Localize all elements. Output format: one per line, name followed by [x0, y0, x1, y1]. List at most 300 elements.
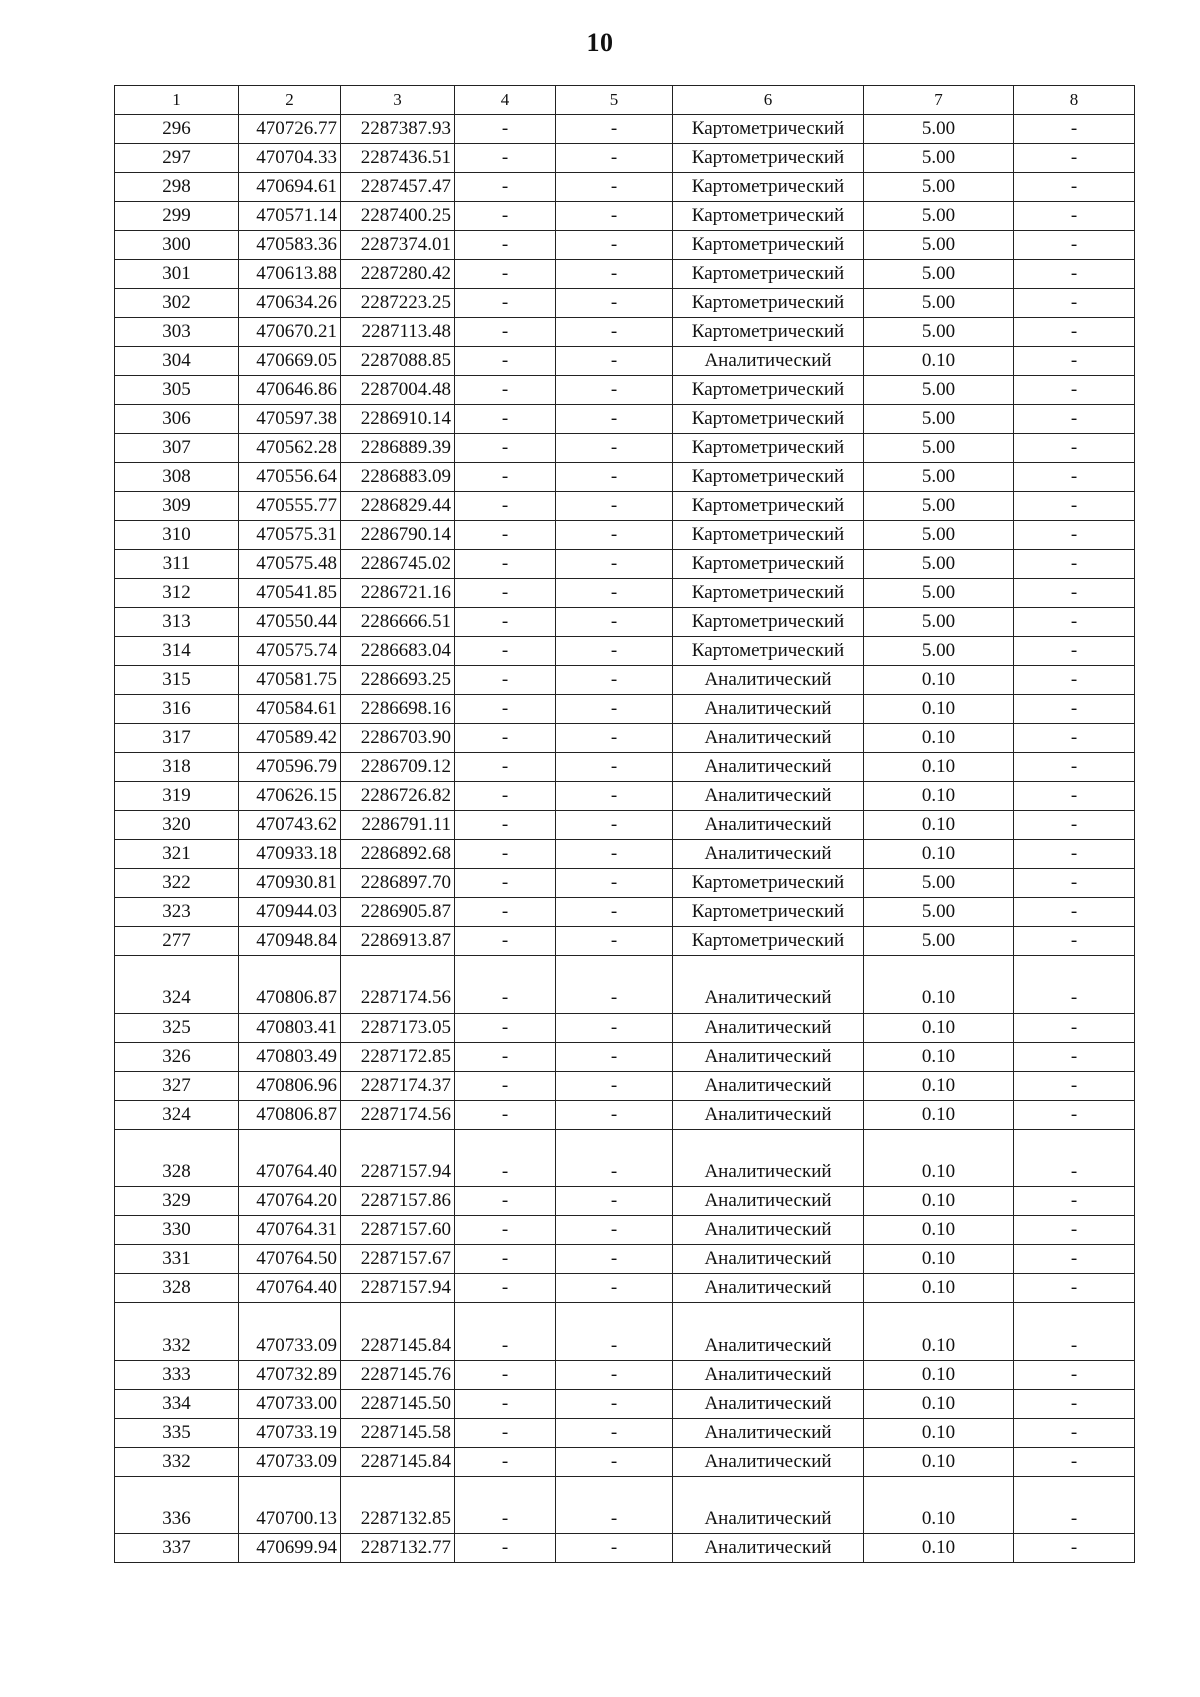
- point-number-cell: 328: [115, 1274, 239, 1303]
- column-8-cell: [1014, 1476, 1135, 1505]
- point-number-cell: [115, 1129, 239, 1158]
- point-number-cell: 323: [115, 898, 239, 927]
- method-cell: Аналитический: [673, 840, 864, 869]
- table-row: [115, 1158, 1135, 1187]
- column-5-cell: -: [556, 550, 673, 579]
- method-cell: Картометрический: [673, 115, 864, 144]
- method-cell: Аналитический: [673, 1534, 864, 1563]
- method-cell: Аналитический: [673, 724, 864, 753]
- column-4-cell: -: [455, 376, 556, 405]
- column-8-cell: -: [1014, 898, 1135, 927]
- column-8-cell: -: [1014, 695, 1135, 724]
- column-8-cell: -: [1014, 1274, 1135, 1303]
- table-row: [115, 608, 1135, 637]
- column-4-cell: -: [455, 1360, 556, 1389]
- y-coordinate-cell: 2287145.84: [341, 1447, 455, 1476]
- column-4-cell: -: [455, 550, 556, 579]
- point-number-cell: 333: [115, 1360, 239, 1389]
- column-5-cell: -: [556, 811, 673, 840]
- point-number-cell: 298: [115, 173, 239, 202]
- method-cell: Картометрический: [673, 318, 864, 347]
- column-8-cell: -: [1014, 869, 1135, 898]
- method-cell: Аналитический: [673, 1042, 864, 1071]
- method-cell: Картометрический: [673, 927, 864, 956]
- column-8-cell: -: [1014, 144, 1135, 173]
- column-4-cell: -: [455, 434, 556, 463]
- point-number-cell: 299: [115, 202, 239, 231]
- y-coordinate-cell: 2287157.60: [341, 1216, 455, 1245]
- y-coordinate-cell: 2287157.86: [341, 1187, 455, 1216]
- column-4-cell: -: [455, 1447, 556, 1476]
- method-cell: Аналитический: [673, 695, 864, 724]
- accuracy-cell: 0.10: [864, 1418, 1014, 1447]
- table-row: [115, 724, 1135, 753]
- point-number-cell: 329: [115, 1187, 239, 1216]
- x-coordinate-cell: 470646.86: [239, 376, 341, 405]
- accuracy-cell: 0.10: [864, 1100, 1014, 1129]
- point-number-cell: 324: [115, 984, 239, 1013]
- column-8-cell: -: [1014, 1216, 1135, 1245]
- column-8-cell: -: [1014, 376, 1135, 405]
- x-coordinate-cell: 470634.26: [239, 289, 341, 318]
- column-4-cell: -: [455, 1071, 556, 1100]
- point-number-cell: 330: [115, 1216, 239, 1245]
- method-cell: Картометрический: [673, 376, 864, 405]
- accuracy-cell: 5.00: [864, 318, 1014, 347]
- y-coordinate-cell: 2287174.56: [341, 984, 455, 1013]
- x-coordinate-cell: [239, 956, 341, 985]
- method-cell: Картометрический: [673, 521, 864, 550]
- y-coordinate-cell: 2287132.85: [341, 1505, 455, 1534]
- column-8-cell: -: [1014, 115, 1135, 144]
- point-number-cell: 335: [115, 1418, 239, 1447]
- x-coordinate-cell: 470700.13: [239, 1505, 341, 1534]
- column-8-cell: -: [1014, 782, 1135, 811]
- accuracy-cell: 5.00: [864, 579, 1014, 608]
- point-number-cell: 332: [115, 1447, 239, 1476]
- column-5-cell: -: [556, 1100, 673, 1129]
- point-number-cell: 303: [115, 318, 239, 347]
- column-8-cell: -: [1014, 1331, 1135, 1360]
- y-coordinate-cell: [341, 1129, 455, 1158]
- column-5-cell: -: [556, 347, 673, 376]
- point-number-cell: 305: [115, 376, 239, 405]
- table-row: [115, 376, 1135, 405]
- table-row: [115, 202, 1135, 231]
- column-5-cell: -: [556, 724, 673, 753]
- method-cell: Картометрический: [673, 869, 864, 898]
- y-coordinate-cell: 2287387.93: [341, 115, 455, 144]
- accuracy-cell: 5.00: [864, 144, 1014, 173]
- x-coordinate-cell: [239, 1303, 341, 1332]
- table-row: [115, 1071, 1135, 1100]
- y-coordinate-cell: 2287223.25: [341, 289, 455, 318]
- column-header: 3: [341, 86, 455, 115]
- table-row: [115, 695, 1135, 724]
- y-coordinate-cell: 2287436.51: [341, 144, 455, 173]
- table-row: [115, 1216, 1135, 1245]
- method-cell: Картометрический: [673, 231, 864, 260]
- x-coordinate-cell: 470541.85: [239, 579, 341, 608]
- accuracy-cell: 0.10: [864, 1245, 1014, 1274]
- column-5-cell: -: [556, 173, 673, 202]
- x-coordinate-cell: 470581.75: [239, 666, 341, 695]
- method-cell: Картометрический: [673, 202, 864, 231]
- column-5-cell: -: [556, 898, 673, 927]
- table-row: [115, 115, 1135, 144]
- x-coordinate-cell: 470806.96: [239, 1071, 341, 1100]
- column-4-cell: -: [455, 1158, 556, 1187]
- accuracy-cell: 0.10: [864, 1389, 1014, 1418]
- column-4-cell: -: [455, 898, 556, 927]
- column-5-cell: -: [556, 115, 673, 144]
- method-cell: Аналитический: [673, 1418, 864, 1447]
- table-row: [115, 1042, 1135, 1071]
- column-5-cell: -: [556, 608, 673, 637]
- column-8-cell: -: [1014, 231, 1135, 260]
- x-coordinate-cell: 470764.40: [239, 1158, 341, 1187]
- x-coordinate-cell: 470626.15: [239, 782, 341, 811]
- column-5-cell: -: [556, 1534, 673, 1563]
- accuracy-cell: 0.10: [864, 347, 1014, 376]
- column-5-cell: -: [556, 492, 673, 521]
- column-8-cell: -: [1014, 1360, 1135, 1389]
- column-8-cell: -: [1014, 1418, 1135, 1447]
- column-5-cell: -: [556, 260, 673, 289]
- table-row: [115, 782, 1135, 811]
- method-cell: Картометрический: [673, 289, 864, 318]
- column-4-cell: -: [455, 869, 556, 898]
- accuracy-cell: 0.10: [864, 1071, 1014, 1100]
- x-coordinate-cell: 470694.61: [239, 173, 341, 202]
- accuracy-cell: 0.10: [864, 1274, 1014, 1303]
- table-row: [115, 173, 1135, 202]
- x-coordinate-cell: 470583.36: [239, 231, 341, 260]
- accuracy-cell: 0.10: [864, 1013, 1014, 1042]
- table-row: [115, 1187, 1135, 1216]
- column-5-cell: -: [556, 579, 673, 608]
- point-number-cell: 309: [115, 492, 239, 521]
- point-number-cell: 336: [115, 1505, 239, 1534]
- table-row: [115, 434, 1135, 463]
- method-cell: Картометрический: [673, 144, 864, 173]
- accuracy-cell: 0.10: [864, 666, 1014, 695]
- table-separator-row: [115, 1476, 1135, 1505]
- column-5-cell: -: [556, 1360, 673, 1389]
- y-coordinate-cell: 2286905.87: [341, 898, 455, 927]
- y-coordinate-cell: 2286829.44: [341, 492, 455, 521]
- table-row: [115, 492, 1135, 521]
- x-coordinate-cell: 470613.88: [239, 260, 341, 289]
- column-5-cell: -: [556, 376, 673, 405]
- table-row: [115, 347, 1135, 376]
- column-4-cell: -: [455, 666, 556, 695]
- x-coordinate-cell: 470806.87: [239, 1100, 341, 1129]
- accuracy-cell: 0.10: [864, 1505, 1014, 1534]
- point-number-cell: 304: [115, 347, 239, 376]
- x-coordinate-cell: 470596.79: [239, 753, 341, 782]
- table-row: [115, 1534, 1135, 1563]
- column-5-cell: [556, 956, 673, 985]
- x-coordinate-cell: 470732.89: [239, 1360, 341, 1389]
- point-number-cell: 306: [115, 405, 239, 434]
- x-coordinate-cell: 470562.28: [239, 434, 341, 463]
- table-row: [115, 1100, 1135, 1129]
- column-8-cell: -: [1014, 666, 1135, 695]
- column-4-cell: -: [455, 840, 556, 869]
- column-5-cell: -: [556, 1447, 673, 1476]
- method-cell: Аналитический: [673, 1100, 864, 1129]
- x-coordinate-cell: 470764.50: [239, 1245, 341, 1274]
- column-5-cell: -: [556, 1071, 673, 1100]
- y-coordinate-cell: [341, 1303, 455, 1332]
- column-8-cell: -: [1014, 753, 1135, 782]
- column-8-cell: -: [1014, 1389, 1135, 1418]
- point-number-cell: 310: [115, 521, 239, 550]
- column-5-cell: [556, 1303, 673, 1332]
- column-4-cell: -: [455, 1100, 556, 1129]
- column-8-cell: -: [1014, 1447, 1135, 1476]
- column-5-cell: -: [556, 144, 673, 173]
- y-coordinate-cell: 2286913.87: [341, 927, 455, 956]
- y-coordinate-cell: 2286892.68: [341, 840, 455, 869]
- point-number-cell: 315: [115, 666, 239, 695]
- x-coordinate-cell: 470726.77: [239, 115, 341, 144]
- column-5-cell: [556, 1476, 673, 1505]
- x-coordinate-cell: 470803.49: [239, 1042, 341, 1071]
- x-coordinate-cell: 470584.61: [239, 695, 341, 724]
- table-row: [115, 1331, 1135, 1360]
- column-8-cell: -: [1014, 811, 1135, 840]
- point-number-cell: [115, 1476, 239, 1505]
- point-number-cell: 319: [115, 782, 239, 811]
- column-4-cell: -: [455, 984, 556, 1013]
- column-header: 8: [1014, 86, 1135, 115]
- y-coordinate-cell: 2287088.85: [341, 347, 455, 376]
- table-row: [115, 666, 1135, 695]
- column-5-cell: -: [556, 434, 673, 463]
- column-5-cell: -: [556, 1331, 673, 1360]
- point-number-cell: 327: [115, 1071, 239, 1100]
- column-8-cell: -: [1014, 202, 1135, 231]
- column-8-cell: -: [1014, 608, 1135, 637]
- x-coordinate-cell: 470589.42: [239, 724, 341, 753]
- point-number-cell: 277: [115, 927, 239, 956]
- column-4-cell: -: [455, 1534, 556, 1563]
- y-coordinate-cell: 2287457.47: [341, 173, 455, 202]
- accuracy-cell: 0.10: [864, 1534, 1014, 1563]
- column-header: 2: [239, 86, 341, 115]
- table-row: [115, 260, 1135, 289]
- table-row: [115, 463, 1135, 492]
- method-cell: Картометрический: [673, 579, 864, 608]
- x-coordinate-cell: 470948.84: [239, 927, 341, 956]
- x-coordinate-cell: 470704.33: [239, 144, 341, 173]
- accuracy-cell: 0.10: [864, 1042, 1014, 1071]
- method-cell: Аналитический: [673, 984, 864, 1013]
- accuracy-cell: 0.10: [864, 1331, 1014, 1360]
- column-8-cell: [1014, 1129, 1135, 1158]
- method-cell: Картометрический: [673, 405, 864, 434]
- y-coordinate-cell: 2287172.85: [341, 1042, 455, 1071]
- column-4-cell: -: [455, 1216, 556, 1245]
- point-number-cell: 337: [115, 1534, 239, 1563]
- x-coordinate-cell: 470806.87: [239, 984, 341, 1013]
- y-coordinate-cell: 2286666.51: [341, 608, 455, 637]
- method-cell: Картометрический: [673, 898, 864, 927]
- column-8-cell: -: [1014, 1100, 1135, 1129]
- column-5-cell: -: [556, 869, 673, 898]
- column-4-cell: -: [455, 115, 556, 144]
- y-coordinate-cell: 2286745.02: [341, 550, 455, 579]
- y-coordinate-cell: 2287280.42: [341, 260, 455, 289]
- accuracy-cell: [864, 956, 1014, 985]
- column-5-cell: -: [556, 1418, 673, 1447]
- column-4-cell: [455, 1476, 556, 1505]
- table-row: [115, 1389, 1135, 1418]
- column-8-cell: -: [1014, 173, 1135, 202]
- column-8-cell: -: [1014, 1013, 1135, 1042]
- method-cell: Аналитический: [673, 1187, 864, 1216]
- accuracy-cell: 5.00: [864, 608, 1014, 637]
- column-8-cell: -: [1014, 1245, 1135, 1274]
- y-coordinate-cell: 2286897.70: [341, 869, 455, 898]
- table-separator-row: [115, 1129, 1135, 1158]
- method-cell: Картометрический: [673, 260, 864, 289]
- method-cell: Аналитический: [673, 1389, 864, 1418]
- point-number-cell: 317: [115, 724, 239, 753]
- y-coordinate-cell: 2286721.16: [341, 579, 455, 608]
- x-coordinate-cell: 470571.14: [239, 202, 341, 231]
- point-number-cell: 300: [115, 231, 239, 260]
- point-number-cell: 312: [115, 579, 239, 608]
- y-coordinate-cell: 2286726.82: [341, 782, 455, 811]
- x-coordinate-cell: 470930.81: [239, 869, 341, 898]
- column-5-cell: -: [556, 1216, 673, 1245]
- y-coordinate-cell: 2286790.14: [341, 521, 455, 550]
- point-number-cell: 320: [115, 811, 239, 840]
- accuracy-cell: 5.00: [864, 289, 1014, 318]
- column-8-cell: -: [1014, 463, 1135, 492]
- column-5-cell: -: [556, 1042, 673, 1071]
- accuracy-cell: 5.00: [864, 173, 1014, 202]
- accuracy-cell: 5.00: [864, 376, 1014, 405]
- table-row: [115, 405, 1135, 434]
- x-coordinate-cell: 470803.41: [239, 1013, 341, 1042]
- column-4-cell: -: [455, 289, 556, 318]
- method-cell: Аналитический: [673, 1360, 864, 1389]
- column-4-cell: -: [455, 521, 556, 550]
- accuracy-cell: 0.10: [864, 1158, 1014, 1187]
- y-coordinate-cell: 2287145.58: [341, 1418, 455, 1447]
- table-row: [115, 927, 1135, 956]
- y-coordinate-cell: 2287374.01: [341, 231, 455, 260]
- point-number-cell: 297: [115, 144, 239, 173]
- column-4-cell: -: [455, 492, 556, 521]
- y-coordinate-cell: 2287173.05: [341, 1013, 455, 1042]
- column-8-cell: -: [1014, 1071, 1135, 1100]
- column-8-cell: -: [1014, 434, 1135, 463]
- point-number-cell: 324: [115, 1100, 239, 1129]
- column-4-cell: -: [455, 144, 556, 173]
- accuracy-cell: 5.00: [864, 492, 1014, 521]
- column-4-cell: -: [455, 1274, 556, 1303]
- column-4-cell: [455, 1303, 556, 1332]
- x-coordinate-cell: 470556.64: [239, 463, 341, 492]
- column-4-cell: -: [455, 637, 556, 666]
- column-8-cell: -: [1014, 984, 1135, 1013]
- y-coordinate-cell: 2286683.04: [341, 637, 455, 666]
- accuracy-cell: 0.10: [864, 1216, 1014, 1245]
- column-8-cell: -: [1014, 840, 1135, 869]
- accuracy-cell: 5.00: [864, 927, 1014, 956]
- column-4-cell: -: [455, 1245, 556, 1274]
- column-8-cell: -: [1014, 637, 1135, 666]
- column-8-cell: -: [1014, 1187, 1135, 1216]
- y-coordinate-cell: 2287145.50: [341, 1389, 455, 1418]
- accuracy-cell: 0.10: [864, 1187, 1014, 1216]
- column-5-cell: -: [556, 1505, 673, 1534]
- column-5-cell: -: [556, 1158, 673, 1187]
- point-number-cell: 325: [115, 1013, 239, 1042]
- column-header: 7: [864, 86, 1014, 115]
- method-cell: Аналитический: [673, 1158, 864, 1187]
- y-coordinate-cell: 2287145.76: [341, 1360, 455, 1389]
- table-row: [115, 318, 1135, 347]
- column-8-cell: -: [1014, 260, 1135, 289]
- y-coordinate-cell: 2286693.25: [341, 666, 455, 695]
- accuracy-cell: [864, 1476, 1014, 1505]
- table-row: [115, 869, 1135, 898]
- column-4-cell: -: [455, 1389, 556, 1418]
- column-4-cell: [455, 956, 556, 985]
- point-number-cell: 322: [115, 869, 239, 898]
- column-5-cell: -: [556, 202, 673, 231]
- point-number-cell: 307: [115, 434, 239, 463]
- x-coordinate-cell: 470764.20: [239, 1187, 341, 1216]
- column-5-cell: -: [556, 289, 673, 318]
- point-number-cell: 334: [115, 1389, 239, 1418]
- table-row: [115, 579, 1135, 608]
- column-5-cell: -: [556, 405, 673, 434]
- x-coordinate-cell: 470764.40: [239, 1274, 341, 1303]
- accuracy-cell: 0.10: [864, 1360, 1014, 1389]
- column-8-cell: -: [1014, 1158, 1135, 1187]
- column-4-cell: -: [455, 202, 556, 231]
- table-row: [115, 1447, 1135, 1476]
- table-row: [115, 1245, 1135, 1274]
- column-4-cell: -: [455, 927, 556, 956]
- column-4-cell: -: [455, 173, 556, 202]
- method-cell: Аналитический: [673, 1071, 864, 1100]
- y-coordinate-cell: 2287157.94: [341, 1274, 455, 1303]
- table-row: [115, 1505, 1135, 1534]
- accuracy-cell: 5.00: [864, 231, 1014, 260]
- table-row: [115, 1274, 1135, 1303]
- table-body: [115, 86, 1135, 1563]
- accuracy-cell: 5.00: [864, 405, 1014, 434]
- accuracy-cell: 5.00: [864, 869, 1014, 898]
- column-4-cell: -: [455, 1042, 556, 1071]
- x-coordinate-cell: 470575.74: [239, 637, 341, 666]
- column-8-cell: [1014, 1303, 1135, 1332]
- accuracy-cell: 5.00: [864, 637, 1014, 666]
- x-coordinate-cell: 470933.18: [239, 840, 341, 869]
- x-coordinate-cell: 470944.03: [239, 898, 341, 927]
- column-4-cell: -: [455, 608, 556, 637]
- page-number: 10: [586, 28, 614, 57]
- accuracy-cell: 5.00: [864, 260, 1014, 289]
